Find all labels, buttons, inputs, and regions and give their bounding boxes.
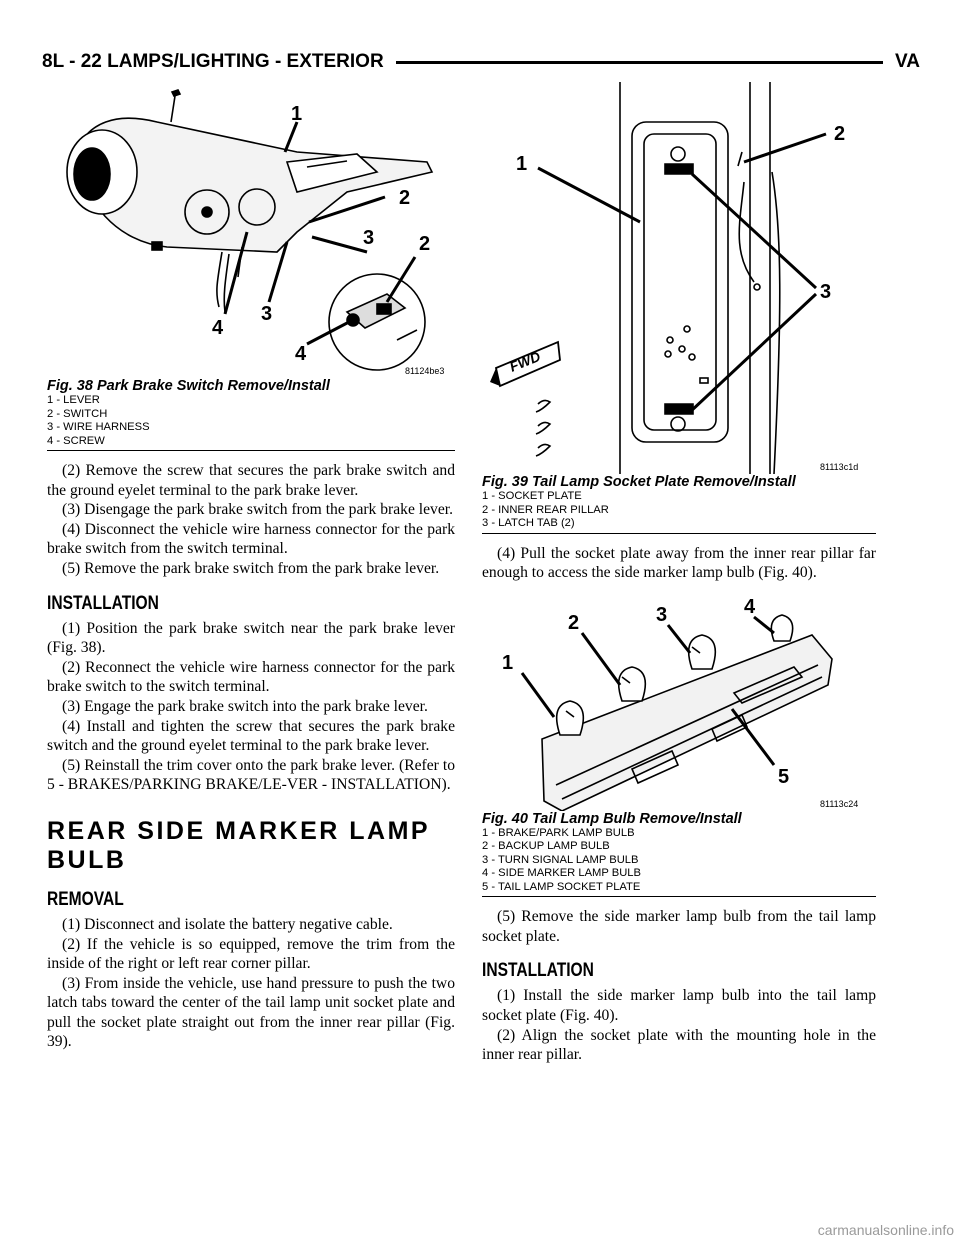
removal-step-5 xyxy=(482,907,876,946)
fig40-caption: Fig. 40 Tail Lamp Bulb Remove/Install xyxy=(482,810,742,827)
legend-item: 1 - BRAKE/PARK LAMP BULB xyxy=(482,826,635,839)
fig40-callout-4: 4 xyxy=(744,595,756,618)
paragraph: (1) Disconnect and isolate the battery negative cable. xyxy=(62,915,393,933)
legend-item: 4 - SCREW xyxy=(47,434,105,447)
paragraph: (3) Engage the park brake switch into the park brake lever. xyxy=(62,697,428,715)
removal-steps-continued xyxy=(47,461,455,579)
removal-step-4 xyxy=(482,544,876,583)
installation2-heading: INSTALLATION xyxy=(482,960,594,982)
fig39-callout-2: 2 xyxy=(834,123,846,145)
figure-38 xyxy=(47,82,455,451)
legend-item: 2 - BACKUP LAMP BULB xyxy=(482,840,610,853)
legend-item: 3 - TURN SIGNAL LAMP BULB xyxy=(482,853,639,866)
paragraph: (3) Disengage the park brake switch from the park brake lever. xyxy=(62,501,453,519)
legend-item: 1 - LEVER xyxy=(47,394,100,406)
paragraph: (5) Remove the park brake switch from the park brake lever. xyxy=(62,559,440,577)
paragraph: (3) From inside the vehicle, use hand pressure to push the two latch tabs toward the center of the tail lamp unit socket plate and pull the socket plate straight out from the inner rear pillar (Fig. 39). xyxy=(47,974,455,1051)
header-right: VA xyxy=(895,51,920,72)
fwd-label: FWD xyxy=(507,348,543,375)
legend-item: 2 - SWITCH xyxy=(47,407,108,420)
fig39-legend xyxy=(482,490,876,534)
socket-plate-illustration xyxy=(482,82,876,474)
right-column xyxy=(482,82,876,1065)
tail-lamp-bulb-illustration xyxy=(482,589,876,811)
fig40-callout-1: 1 xyxy=(502,651,514,674)
legend-item: 3 - LATCH TAB (2) xyxy=(482,517,575,529)
figure-39 xyxy=(482,82,876,534)
removal-heading: REMOVAL xyxy=(47,888,124,910)
installation-steps xyxy=(47,619,455,795)
fig38-callout-4b: 4 xyxy=(295,343,307,365)
fig38-legend xyxy=(47,394,455,451)
section-title: REAR SIDE MARKER LAMP BULB xyxy=(47,816,430,874)
fig38-callout-2b: 2 xyxy=(419,233,431,255)
fig38-callout-1: 1 xyxy=(291,103,303,125)
fig40-code: 81113c24 xyxy=(820,798,859,809)
installation2-steps xyxy=(482,986,876,1064)
legend-item: 3 - WIRE HARNESS xyxy=(47,421,150,433)
fig38-callout-3b: 3 xyxy=(261,303,273,325)
paragraph: (4) Disconnect the vehicle wire harness connector for the park brake switch from the switch terminal. xyxy=(47,520,455,558)
paragraph: (1) Position the park brake switch near the park brake lever (Fig. 38). xyxy=(47,619,455,657)
removal-steps xyxy=(47,915,455,1052)
header-left: 8L - 22 LAMPS/LIGHTING - EXTERIOR xyxy=(42,51,384,72)
fig40-callout-2: 2 xyxy=(568,611,580,634)
fig40-callout-3: 3 xyxy=(656,603,668,626)
fig38-callout-2a: 2 xyxy=(399,187,411,209)
fig40-legend xyxy=(482,827,876,898)
header-rule xyxy=(396,61,883,64)
paragraph: (2) Remove the screw that secures the park brake switch and the ground eyelet terminal to the park brake lever. xyxy=(47,462,455,499)
legend-item: 1 - SOCKET PLATE xyxy=(482,490,582,502)
page-header xyxy=(42,50,920,74)
paragraph: (4) Install and tighten the screw that secures the park brake switch and the ground eyelet terminal to the park brake lever. xyxy=(47,717,455,755)
installation-heading: INSTALLATION xyxy=(47,592,159,614)
fig39-caption: Fig. 39 Tail Lamp Socket Plate Remove/Install xyxy=(482,474,796,490)
legend-item: 4 - SIDE MARKER LAMP BULB xyxy=(482,867,641,880)
paragraph: (1) Install the side marker lamp bulb into the tail lamp socket plate (Fig. 40). xyxy=(482,987,876,1024)
legend-item: 2 - INNER REAR PILLAR xyxy=(482,503,609,516)
fig38-callout-4a: 4 xyxy=(212,317,224,339)
fig40-callout-5: 5 xyxy=(778,765,790,788)
watermark: carmanualsonline.info xyxy=(817,1222,954,1238)
fig38-caption: Fig. 38 Park Brake Switch Remove/Install xyxy=(47,378,330,394)
paragraph: (5) Remove the side marker lamp bulb from the tail lamp socket plate. xyxy=(482,908,876,945)
paragraph: (2) Reconnect the vehicle wire harness connector for the park brake switch to the switch terminal. xyxy=(47,658,455,696)
figure-40 xyxy=(482,589,876,898)
paragraph: (2) Align the socket plate with the mounting hole in the inner rear pillar. xyxy=(482,1026,876,1064)
paragraph: (2) If the vehicle is so equipped, remove the trim from the inside of the right or left rear corner pillar. xyxy=(47,935,455,973)
paragraph: (4) Pull the socket plate away from the inner rear pillar far enough to access the side marker lamp bulb (Fig. 40). xyxy=(482,544,876,582)
fig39-callout-1: 1 xyxy=(516,153,528,175)
left-column xyxy=(47,82,455,1052)
legend-item: 5 - TAIL LAMP SOCKET PLATE xyxy=(482,880,641,893)
park-brake-illustration xyxy=(47,82,455,378)
fig38-code: 81124be3 xyxy=(405,366,445,376)
paragraph: (5) Reinstall the trim cover onto the park brake lever. (Refer to 5 - BRAKES/PARKING BRAKE/LE-VER - INSTALLATION). xyxy=(47,756,455,794)
fig39-callout-3: 3 xyxy=(820,281,832,303)
fig38-callout-3a: 3 xyxy=(363,227,375,249)
fig39-code: 81113c1d xyxy=(820,462,859,472)
